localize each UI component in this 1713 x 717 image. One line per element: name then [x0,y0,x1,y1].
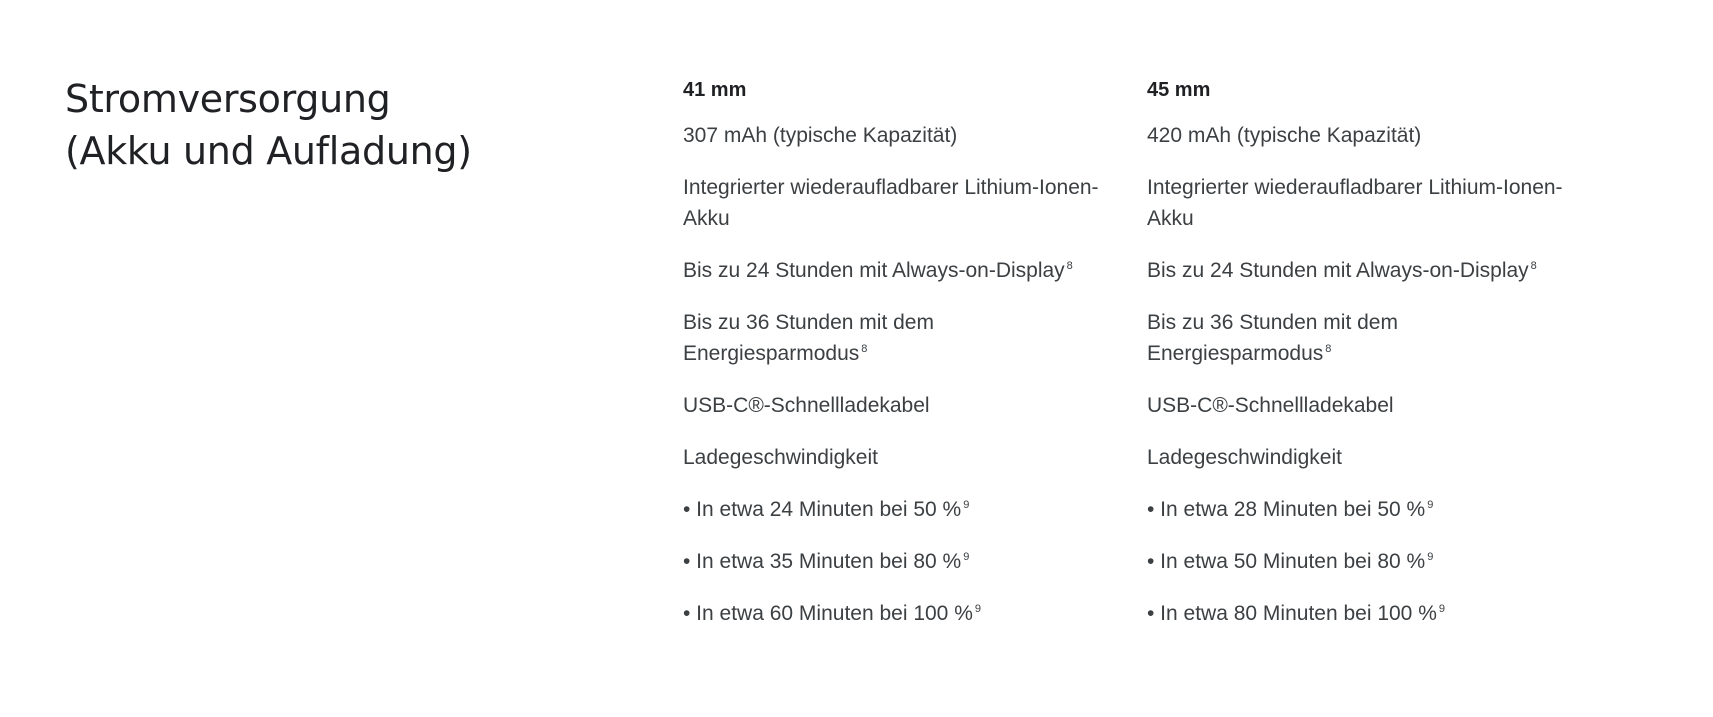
spec-text: Bis zu 36 Stunden mit dem Energiesparmodus [683,311,934,365]
spec-charge-50 [683,494,1103,525]
spec-charge-100 [683,598,1103,629]
footnote-ref: 9 [963,499,970,511]
footnote-ref: 8 [861,343,868,355]
spec-capacity [1147,120,1567,151]
spec-text: 420 mAh (typische Kapazität) [1147,124,1422,147]
spec-column-45mm [1147,74,1567,650]
spec-cable [1147,390,1567,421]
spec-text: USB-C®-Schnellladekabel [683,394,930,417]
spec-text: Ladegeschwindigkeit [1147,446,1342,469]
spec-list-45mm [1147,120,1567,629]
spec-cable [683,390,1103,421]
footnote-ref: 8 [1325,343,1332,355]
spec-text: Bis zu 24 Stunden mit Always-on-Display [683,259,1065,282]
spec-battery-type [1147,172,1567,234]
spec-capacity [683,120,1103,151]
spec-charge-speed-label [683,442,1103,473]
column-heading-45mm: 45 mm [1147,79,1211,101]
spec-text: • In etwa 80 Minuten bei 100 % [1147,602,1437,625]
section-title [65,73,585,177]
spec-text: 307 mAh (typische Kapazität) [683,124,958,147]
spec-text: Bis zu 24 Stunden mit Always-on-Display [1147,259,1529,282]
spec-battery-type [683,172,1103,234]
footnote-ref: 9 [974,603,981,615]
spec-text: Integrierter wiederaufladbarer Lithium-Ionen-Akku [683,176,1099,230]
spec-runtime-aod [1147,255,1567,286]
footnote-ref: 9 [963,551,970,563]
spec-text: • In etwa 60 Minuten bei 100 % [683,602,973,625]
spec-text: • In etwa 50 Minuten bei 80 % [1147,550,1426,573]
spec-text: • In etwa 24 Minuten bei 50 % [683,498,962,521]
spec-text: Integrierter wiederaufladbarer Lithium-Ionen-Akku [1147,176,1563,230]
spec-runtime-saver [1147,307,1567,369]
footnote-ref: 9 [1427,551,1434,563]
footnote-ref: 9 [1438,603,1445,615]
spec-text: Ladegeschwindigkeit [683,446,878,469]
section-title-line-2: (Akku und Aufladung) [65,129,472,173]
spec-column-41mm [683,74,1103,650]
spec-text: Bis zu 36 Stunden mit dem Energiesparmodus [1147,311,1398,365]
spec-list-41mm [683,120,1103,629]
spec-runtime-saver [683,307,1103,369]
spec-charge-80 [683,546,1103,577]
column-heading-41mm: 41 mm [683,79,747,101]
spec-charge-80 [1147,546,1567,577]
spec-charge-50 [1147,494,1567,525]
spec-text: • In etwa 35 Minuten bei 80 % [683,550,962,573]
spec-text: • In etwa 28 Minuten bei 50 % [1147,498,1426,521]
spec-runtime-aod [683,255,1103,286]
spec-charge-100 [1147,598,1567,629]
footnote-ref: 8 [1066,260,1073,272]
footnote-ref: 9 [1427,499,1434,511]
section-title-line-1: Stromversorgung [65,77,391,121]
footnote-ref: 8 [1530,260,1537,272]
spec-charge-speed-label [1147,442,1567,473]
spec-text: USB-C®-Schnellladekabel [1147,394,1394,417]
